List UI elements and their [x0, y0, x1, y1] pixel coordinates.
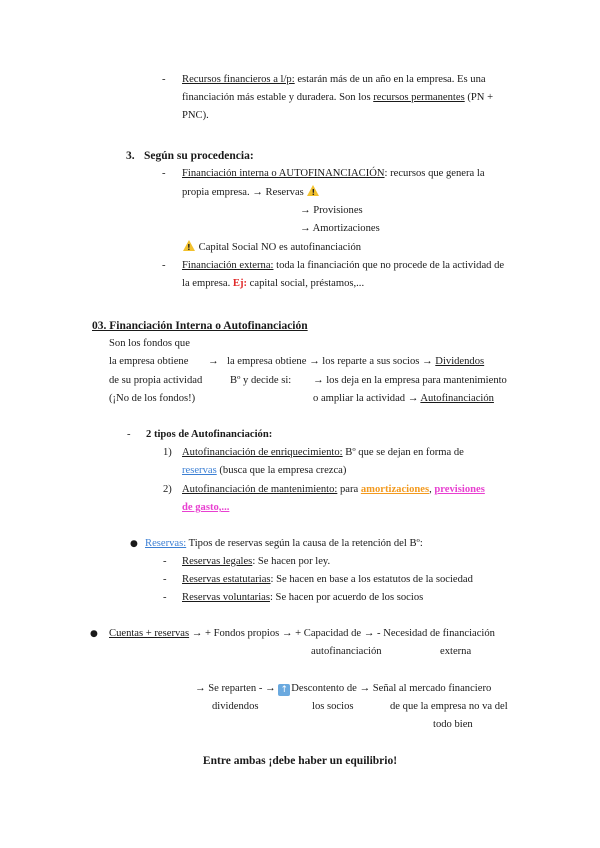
section-03-heading: 03. Financiación Interna o Autofinanciación [92, 320, 308, 332]
list-dash: - [163, 574, 167, 585]
text-amortizaciones: → Amortizaciones [300, 223, 380, 234]
flow-text: de que la empresa no va del [390, 701, 508, 712]
list-item-reserva: Reservas voluntarias: Se hacen por acuerdo de los socios [182, 592, 424, 603]
text-provisiones: → Provisiones [300, 205, 363, 216]
flow-text: la empresa obtiene → los reparte a sus socios → Dividendos [227, 356, 485, 367]
warning-icon [183, 240, 195, 251]
link-reservas: reservas [182, 465, 217, 476]
list-dash: - [162, 74, 166, 85]
bullet-icon: ● [130, 539, 138, 549]
flow-text: o ampliar la actividad → Autofinanciación [313, 393, 494, 404]
list-item-enriquecimiento: Autofinanciación de enriquecimiento: Bº que se dejan en forma de [182, 447, 464, 458]
list-number: 2) [163, 484, 172, 495]
term-mantenimiento: Autofinanciación de mantenimiento: [182, 484, 338, 495]
section-heading: Según su procedencia: [144, 150, 254, 162]
note-capital-social: ! Capital Social NO es autofinanciación [182, 240, 361, 255]
text-line: PNC). [182, 110, 209, 121]
list-item-reserva: Reservas legales: Se hacen por ley. [182, 556, 331, 567]
up-arrow-icon: ↑ [278, 684, 290, 696]
list-dash: - [127, 429, 131, 440]
list-item-recursos-lp: Recursos financieros a l/p: estarán más de un año en la empresa. Es una [182, 74, 486, 85]
text-line: la empresa. Ej: capital social, préstamos,... [182, 278, 365, 289]
link-reservas-heading: Reservas: [145, 538, 187, 549]
conclusion: Entre ambas ¡debe haber un equilibrio! [202, 755, 398, 767]
bullet-icon: ● [90, 629, 98, 639]
list-dash: - [162, 260, 166, 271]
term-amortizaciones: amortizaciones [360, 484, 430, 495]
flow-text: todo bien [433, 719, 473, 730]
term-recursos-permanentes: recursos permanentes [373, 92, 465, 103]
list-dash: - [162, 168, 166, 179]
term-externa: Financiación externa: [182, 260, 274, 271]
list-item-reserva: Reservas estatutarias: Se hacen en base a los estatutos de la sociedad [182, 574, 473, 585]
list-dash: - [163, 556, 167, 567]
flow2-row2: → Se reparten - → ↑ Descontento de → Señal al mercado financiero [195, 683, 492, 695]
flow-text: autofinanciación [311, 646, 382, 657]
term-interna: Financiación interna o AUTOFINANCIACIÓN [182, 168, 385, 179]
list-number: 1) [163, 447, 172, 458]
section-number: 3. [126, 150, 135, 162]
flow2-row1: Cuentas + reservas → + Fondos propios → + Capacidad de → - Necesidad de financiación [109, 628, 495, 639]
flow-text: → los deja en la empresa para mantenimiento [313, 375, 507, 386]
arrow: → [208, 356, 219, 367]
example-label: Ej: [232, 278, 248, 289]
flow-text: los socios [312, 701, 354, 712]
term-previsiones: previsiones [434, 484, 485, 495]
list-item-externa: Financiación externa: toda la financiación que no procede de la actividad de [182, 260, 505, 271]
flow-text: dividendos [212, 701, 259, 712]
warning-icon [307, 185, 319, 196]
list-item-mantenimiento: Autofinanciación de mantenimiento: para amortizaciones, previsiones [182, 484, 485, 495]
tipos-heading: 2 tipos de Autofinanciación: [146, 429, 273, 440]
term-dividendos: Dividendos [435, 356, 485, 367]
term-recursos-lp: Recursos financieros a l/p: [182, 74, 295, 85]
flow-text: Son los fondos que [109, 338, 190, 349]
flow-text: la empresa obtiene [109, 356, 189, 367]
text-line: propia empresa. → Reservas ! [182, 185, 320, 200]
term-cuentas-reservas: Cuentas + reservas [109, 628, 190, 639]
flow-text: Bº y decide si: [230, 375, 292, 386]
term-autofinanciacion: Autofinanciación [420, 393, 494, 404]
list-item-interna: Financiación interna o AUTOFINANCIACIÓN: recursos que genera la [182, 168, 485, 179]
flow-text: (¡No de los fondos!) [109, 393, 196, 404]
term-enriquecimiento: Autofinanciación de enriquecimiento: [182, 447, 343, 458]
text-line: reservas (busca que la empresa crezca) [182, 465, 347, 476]
text-line: financiación más estable y duradera. Son los recursos permanentes (PN + [182, 92, 494, 103]
list-dash: - [163, 592, 167, 603]
flow-text: externa [440, 646, 472, 657]
reservas-intro: Reservas: Tipos de reservas según la causa de la retención del Bº: [145, 538, 423, 549]
term-previsiones-cont: de gasto,... [182, 502, 230, 513]
flow-text: de su propia actividad [109, 375, 203, 386]
